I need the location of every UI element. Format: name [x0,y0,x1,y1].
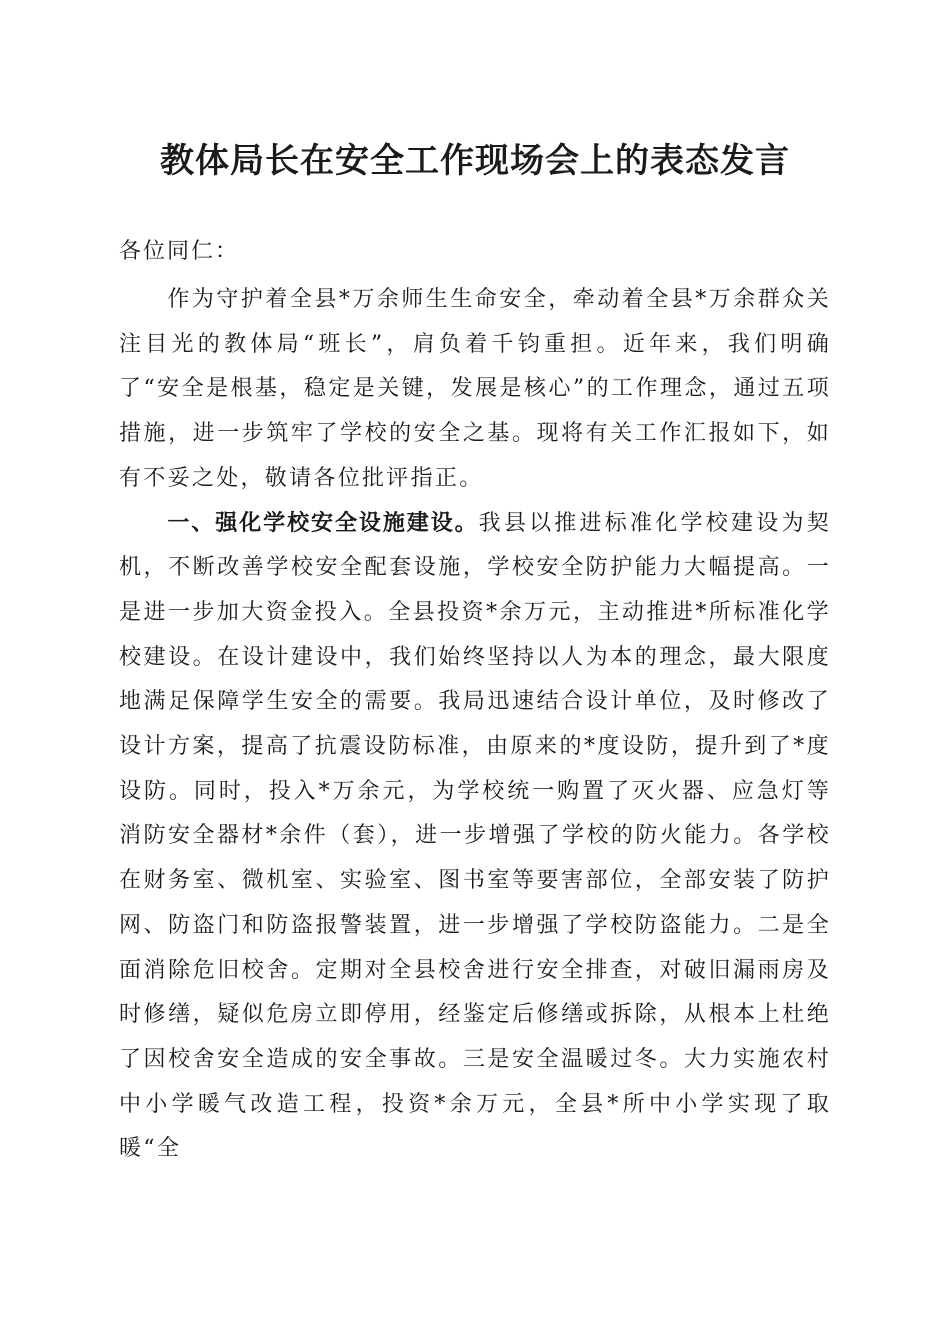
salutation: 各位同仁： [119,239,240,264]
section-1-body: 我县以推进标准化学校建设为契机，不断改善学校安全配套设施，学校安全防护能力大幅提高。一是进一步加大资金投入。全县投资*余万元，主动推进*所标准化学校建设。在设计建设中，我们始终坚持以人为本的理念，最大限度地满足保障学生安全的需要。我局迅速结合设计单位，及时修改了设计方案，提高了抗震设防标准，由原来的*度设防，提升到了*度设防。同时，投入*万余元，为学校统一购置了灭火器、应急灯等消防安全器材*余件（套），进一步增强了学校的防火能力。各学校在财务室、微机室、实验室、图书室等要害部位，全部安装了防护网、防盗门和防盗报警装置，进一步增强了学校防盗能力。二是全面消除危旧校舍。定期对全县校舍进行安全排查，对破旧漏雨房及时修缮，疑似危房立即停用，经鉴定后修缮或拆除，从根本上杜绝了因校舍安全造成的安全事故。三是安全温暖过冬。大力实施农村中小学暖气改造工程，投资*余万元，全县*所中小学实现了取暖“全 [119,510,831,1162]
document-body [119,278,831,1172]
intro-paragraph: 作为守护着全县*万余师生生命安全，牵动着全县*万余群众关注目光的教体局“班长”，肩负着千钧重担。近年来，我们明确了“安全是根基，稳定是关键，发展是核心”的工作理念，通过五项措施，进一步筑牢了学校的安全之基。现将有关工作汇报如下，如有不妥之处，敬请各位批评指正。 [119,287,831,491]
section-1-paragraph [119,502,831,1173]
document-title: 教体局长在安全工作现场会上的表态发言 [160,141,790,181]
section-1-heading: 一、强化学校安全设施建设。 [167,510,479,536]
